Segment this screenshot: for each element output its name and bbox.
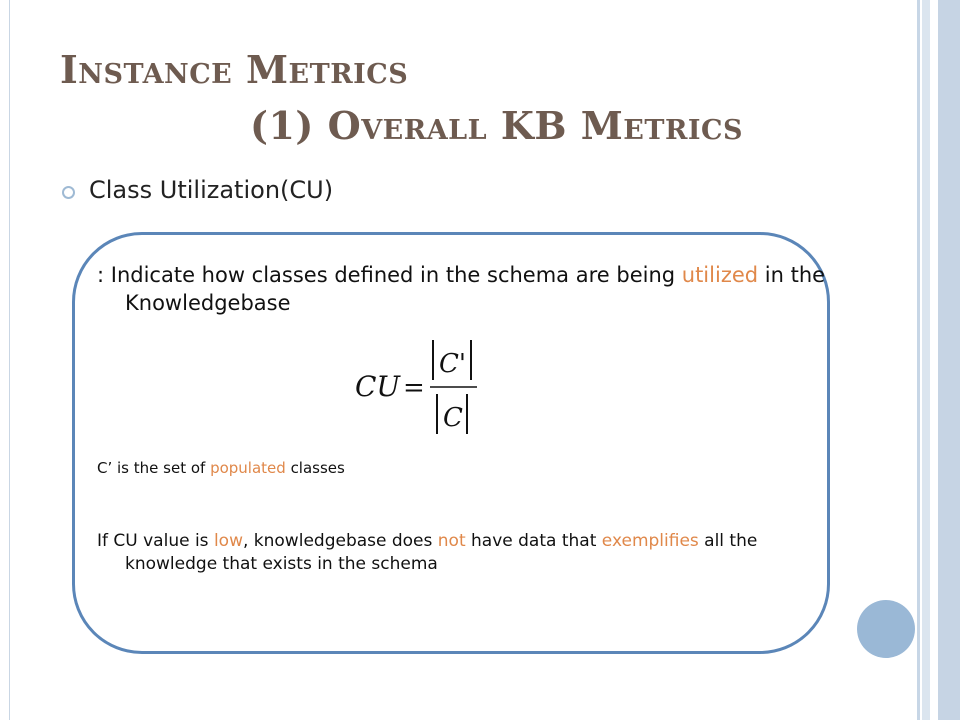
slide-title [60,42,743,154]
implication-t4: all the knowledge that exists in the schema [125,531,758,574]
formula-denominator: C [443,403,463,433]
implication-t2: , knowledgebase does [242,531,438,551]
note-highlight: populated [210,459,286,477]
title-line-2: (1) Overall KB Metrics [250,103,744,148]
implication-t3: have data that [465,531,602,551]
implication-not: not [437,531,466,551]
definition-pre: : Indicate how classes defined in the schema are being [97,263,682,287]
edge-stripe [938,0,960,720]
bullet-item [62,176,333,204]
left-border-line [9,0,10,720]
implication-low: low [213,531,243,551]
definition-post: in the Knowledgebase [125,263,826,315]
edge-stripe [930,0,938,720]
formula-numerator: C' [439,349,467,379]
title-line-1: Instance Metrics [60,47,409,92]
edge-stripe [917,0,920,720]
accent-circle [857,600,915,658]
note-pre: C’ is the set of [97,459,211,477]
note-text [97,459,825,479]
edge-stripe [922,0,930,720]
formula-lhs: CU [355,370,401,403]
definition-highlight: utilized [681,263,759,287]
implication-text [97,530,845,575]
bullet-circle-icon [62,186,75,199]
definition-text [97,262,835,318]
note-post: classes [285,459,345,477]
cu-formula [355,338,485,438]
implication-t1: If CU value is [97,531,214,551]
formula-equals: = [403,373,425,403]
implication-exemplifies: exemplifies [601,531,699,551]
bullet-text: Class Utilization(CU) [89,176,334,204]
